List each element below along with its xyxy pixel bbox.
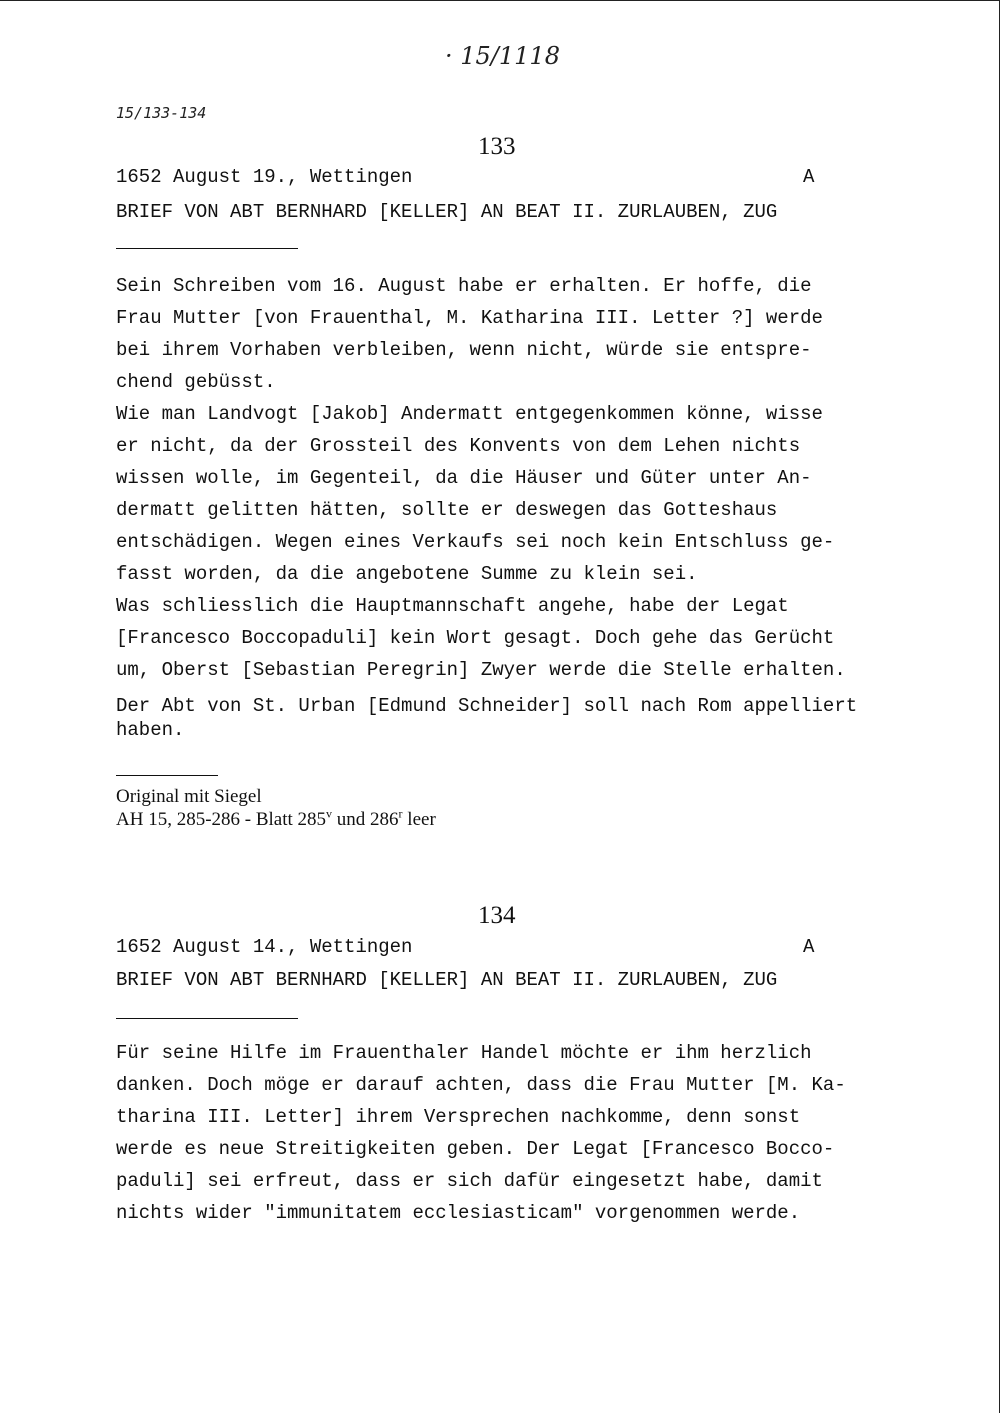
page-reference: 15/133-134: [116, 104, 207, 122]
entry-133-source-original: Original mit Siegel: [116, 786, 262, 807]
handwritten-archive-number: · 15/1118: [445, 42, 560, 70]
entry-134-line: Für seine Hilfe im Frauenthaler Handel möchte er ihm herzlich: [116, 1042, 812, 1064]
entry-134-line: nichts wider "immunitatem ecclesiasticam" vorgenommen werde.: [116, 1202, 801, 1224]
entry-133-source-rule: [116, 775, 218, 776]
entry-133-line: er nicht, da der Grossteil des Konvents von dem Lehen nichts: [116, 435, 801, 457]
entry-133-line: um, Oberst [Sebastian Peregrin] Zwyer werde die Stelle erhalten.: [116, 659, 846, 681]
entry-134-date-place: 1652 August 14., Wettingen: [116, 936, 413, 958]
entry-133-line: entschädigen. Wegen eines Verkaufs sei noch kein Entschluss ge-: [116, 531, 835, 553]
entry-134-line: paduli] sei erfreut, dass er sich dafür eingesetzt habe, damit: [116, 1170, 823, 1192]
entry-133-date-place: 1652 August 19., Wettingen: [116, 166, 413, 188]
source-archive-text-3: leer: [402, 809, 436, 830]
source-verso-mark: v: [326, 806, 333, 821]
entry-134-number: 134: [478, 902, 516, 929]
entry-134-type: A: [803, 936, 815, 958]
entry-133-line: wissen wolle, im Gegenteil, da die Häuser und Güter unter An-: [116, 467, 812, 489]
entry-133-type: A: [803, 166, 815, 188]
entry-133-title: BRIEF VON ABT BERNHARD [KELLER] AN BEAT II. ZURLAUBEN, ZUG: [116, 201, 778, 223]
entry-134-title: BRIEF VON ABT BERNHARD [KELLER] AN BEAT II. ZURLAUBEN, ZUG: [116, 969, 778, 991]
entry-134-line: werde es neue Streitigkeiten geben. Der Legat [Francesco Bocco-: [116, 1138, 835, 1160]
entry-133-source-archive: [116, 806, 436, 831]
entry-133-line: fasst worden, da die angebotene Summe zu klein sei.: [116, 563, 698, 585]
entry-133-line: haben.: [116, 719, 185, 741]
entry-133-line: Der Abt von St. Urban [Edmund Schneider] soll nach Rom appelliert: [116, 695, 858, 717]
entry-133-line: Frau Mutter [von Frauenthal, M. Katharina III. Letter ?] werde: [116, 307, 823, 329]
source-recto-mark: r: [398, 806, 403, 821]
entry-133-line: Wie man Landvogt [Jakob] Andermatt entgegenkommen könne, wisse: [116, 403, 823, 425]
entry-133-line: [Francesco Boccopaduli] kein Wort gesagt. Doch gehe das Gerücht: [116, 627, 835, 649]
entry-133-line: chend gebüsst.: [116, 371, 276, 393]
entry-133-line: Sein Schreiben vom 16. August habe er erhalten. Er hoffe, die: [116, 275, 812, 297]
scan-border-top: [0, 0, 1000, 1]
entry-133-line: bei ihrem Vorhaben verbleiben, wenn nicht, würde sie entspre-: [116, 339, 812, 361]
entry-134-title-rule: [116, 1018, 298, 1019]
entry-133-title-rule: [116, 248, 298, 249]
entry-134-line: danken. Doch möge er darauf achten, dass die Frau Mutter [M. Ka-: [116, 1074, 846, 1096]
entry-133-number: 133: [478, 133, 516, 160]
entry-133-line: dermatt gelitten hätten, sollte er deswegen das Gotteshaus: [116, 499, 778, 521]
entry-134-line: tharina III. Letter] ihrem Versprechen nachkomme, denn sonst: [116, 1106, 801, 1128]
source-archive-text-2: und 286: [332, 809, 399, 830]
source-archive-text: AH 15, 285-286 - Blatt 285: [116, 809, 327, 830]
entry-133-line: Was schliesslich die Hauptmannschaft angehe, habe der Legat: [116, 595, 789, 617]
